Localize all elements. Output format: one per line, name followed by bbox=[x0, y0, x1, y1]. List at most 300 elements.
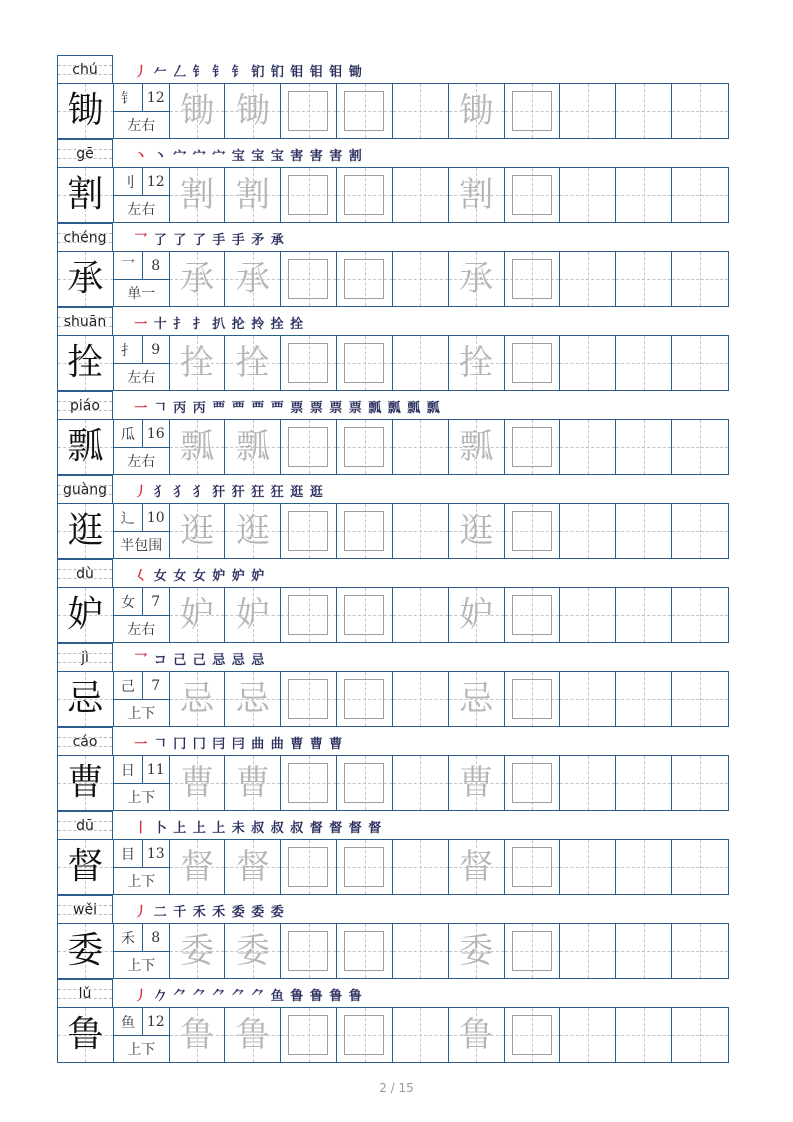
trace-cell[interactable] bbox=[225, 252, 281, 306]
inner-box bbox=[344, 679, 384, 719]
stroke-step: 扌 bbox=[173, 317, 187, 332]
trace-cell[interactable] bbox=[449, 840, 505, 894]
stroke-step: 犴 bbox=[212, 485, 226, 500]
stroke-step: 鲁 bbox=[329, 989, 343, 1004]
trace-cell[interactable] bbox=[170, 588, 226, 642]
empty-practice-cell[interactable] bbox=[672, 84, 728, 138]
stroke-step: 矛 bbox=[251, 233, 265, 248]
empty-practice-cell[interactable] bbox=[393, 756, 449, 810]
stroke-step: 督 bbox=[309, 821, 323, 836]
stroke-step: 宀 bbox=[212, 149, 226, 164]
stroke-count: 12 bbox=[146, 89, 165, 106]
trace-character: 拴 bbox=[235, 343, 270, 383]
stroke-step: 逛 bbox=[290, 485, 304, 500]
stroke-step: 忌 bbox=[212, 653, 226, 668]
empty-practice-cell[interactable] bbox=[616, 252, 672, 306]
pinyin-text: shuān bbox=[63, 313, 107, 330]
stroke-step: 曹 bbox=[329, 737, 343, 752]
trace-cell[interactable] bbox=[449, 924, 505, 978]
stroke-step: 上 bbox=[173, 821, 187, 836]
stroke-step: 妒 bbox=[231, 569, 245, 584]
radical: 目 bbox=[114, 840, 143, 867]
empty-practice-cell[interactable] bbox=[616, 840, 672, 894]
empty-practice-cell[interactable] bbox=[616, 336, 672, 390]
pinyin-text: piáo bbox=[70, 397, 100, 414]
trace-cell[interactable] bbox=[225, 840, 281, 894]
stroke-order bbox=[113, 475, 729, 503]
stroke-step: 鲁 bbox=[309, 989, 323, 1004]
boxed-practice-cell[interactable] bbox=[337, 756, 393, 810]
boxed-practice-cell[interactable] bbox=[281, 672, 337, 726]
main-character-cell bbox=[58, 672, 114, 726]
character-entry bbox=[57, 895, 729, 979]
structure: 上下 bbox=[127, 874, 156, 890]
inner-box bbox=[512, 931, 552, 971]
boxed-practice-cell[interactable] bbox=[337, 588, 393, 642]
stroke-step: 未 bbox=[231, 821, 245, 836]
stroke-step: 二 bbox=[153, 905, 167, 920]
character-entry bbox=[57, 643, 729, 727]
empty-practice-cell[interactable] bbox=[616, 588, 672, 642]
stroke-step: 冃 bbox=[231, 737, 245, 752]
trace-character: 委 bbox=[235, 931, 270, 971]
empty-practice-cell[interactable] bbox=[393, 1008, 449, 1062]
stroke-step: 鲁 bbox=[290, 989, 304, 1004]
stroke-count: 8 bbox=[151, 929, 161, 946]
trace-cell[interactable] bbox=[225, 168, 281, 222]
main-character: 委 bbox=[67, 930, 104, 971]
stroke-step: 狂 bbox=[251, 485, 265, 500]
boxed-practice-cell[interactable] bbox=[337, 420, 393, 474]
inner-box bbox=[512, 175, 552, 215]
trace-cell[interactable] bbox=[170, 252, 226, 306]
trace-cell[interactable] bbox=[449, 672, 505, 726]
empty-practice-cell[interactable] bbox=[393, 672, 449, 726]
stroke-step: 覀 bbox=[251, 401, 265, 416]
character-entry bbox=[57, 55, 729, 139]
empty-practice-cell[interactable] bbox=[560, 1008, 616, 1062]
pinyin-cell bbox=[57, 391, 113, 419]
boxed-practice-cell[interactable] bbox=[281, 756, 337, 810]
stroke-step: 𠃋 bbox=[173, 65, 187, 80]
empty-practice-cell[interactable] bbox=[560, 756, 616, 810]
stroke-step: 犭 bbox=[192, 485, 206, 500]
stroke-step: 曹 bbox=[290, 737, 304, 752]
stroke-order bbox=[113, 559, 729, 587]
trace-cell[interactable] bbox=[225, 420, 281, 474]
stroke-step: 丶 bbox=[153, 149, 167, 164]
stroke-step: 己 bbox=[173, 653, 187, 668]
inner-box bbox=[288, 343, 328, 383]
structure: 左右 bbox=[127, 454, 156, 470]
inner-box bbox=[344, 427, 384, 467]
practice-row bbox=[57, 83, 729, 139]
trace-character: 曹 bbox=[235, 763, 270, 803]
stroke-step: 曲 bbox=[251, 737, 265, 752]
pinyin-row bbox=[57, 979, 729, 1007]
trace-cell[interactable] bbox=[170, 168, 226, 222]
stroke-step: 上 bbox=[192, 821, 206, 836]
trace-character: 拴 bbox=[459, 343, 494, 383]
empty-practice-cell[interactable] bbox=[616, 84, 672, 138]
trace-character: 瓢 bbox=[180, 427, 215, 467]
boxed-practice-cell[interactable] bbox=[337, 840, 393, 894]
character-info bbox=[114, 756, 170, 810]
pinyin-row bbox=[57, 811, 729, 839]
empty-practice-cell[interactable] bbox=[672, 336, 728, 390]
boxed-practice-cell[interactable] bbox=[281, 924, 337, 978]
empty-practice-cell[interactable] bbox=[393, 252, 449, 306]
trace-cell[interactable] bbox=[449, 336, 505, 390]
pinyin-row bbox=[57, 391, 729, 419]
empty-practice-cell[interactable] bbox=[560, 420, 616, 474]
trace-cell[interactable] bbox=[225, 504, 281, 558]
inner-box bbox=[288, 847, 328, 887]
trace-cell[interactable] bbox=[225, 924, 281, 978]
stroke-step: 狂 bbox=[270, 485, 284, 500]
pinyin-text: dū bbox=[76, 817, 94, 834]
trace-character: 忌 bbox=[459, 679, 494, 719]
pinyin-cell bbox=[57, 223, 113, 251]
stroke-count: 16 bbox=[146, 425, 165, 442]
main-character: 忌 bbox=[67, 678, 104, 719]
stroke-step: 犴 bbox=[231, 485, 245, 500]
inner-box bbox=[512, 679, 552, 719]
pinyin-cell bbox=[57, 727, 113, 755]
boxed-practice-cell[interactable] bbox=[281, 840, 337, 894]
empty-practice-cell[interactable] bbox=[560, 924, 616, 978]
empty-practice-cell[interactable] bbox=[560, 252, 616, 306]
stroke-count: 13 bbox=[146, 845, 165, 862]
pinyin-cell bbox=[57, 559, 113, 587]
radical: 钅 bbox=[114, 84, 143, 111]
empty-practice-cell[interactable] bbox=[393, 504, 449, 558]
trace-character: 曹 bbox=[459, 763, 494, 803]
boxed-practice-cell[interactable] bbox=[281, 168, 337, 222]
inner-box bbox=[288, 763, 328, 803]
empty-practice-cell[interactable] bbox=[672, 420, 728, 474]
trace-character: 割 bbox=[180, 175, 215, 215]
pinyin-text: chú bbox=[72, 61, 98, 78]
trace-cell[interactable] bbox=[225, 336, 281, 390]
boxed-practice-cell[interactable] bbox=[337, 252, 393, 306]
stroke-step: 钅 bbox=[212, 65, 226, 80]
trace-cell[interactable] bbox=[449, 1008, 505, 1062]
boxed-practice-cell[interactable] bbox=[337, 504, 393, 558]
stroke-step: 丿 bbox=[134, 65, 148, 80]
stroke-order bbox=[113, 727, 729, 755]
character-entry bbox=[57, 727, 729, 811]
main-character-cell bbox=[58, 588, 114, 642]
empty-practice-cell[interactable] bbox=[672, 924, 728, 978]
stroke-step: 女 bbox=[192, 569, 206, 584]
empty-practice-cell[interactable] bbox=[672, 504, 728, 558]
empty-practice-cell[interactable] bbox=[560, 672, 616, 726]
stroke-step: 钅 bbox=[231, 65, 245, 80]
trace-character: 忌 bbox=[180, 679, 215, 719]
stroke-step: 宝 bbox=[251, 149, 265, 164]
inner-box bbox=[512, 259, 552, 299]
trace-cell[interactable] bbox=[449, 420, 505, 474]
practice-row bbox=[57, 587, 729, 643]
empty-practice-cell[interactable] bbox=[560, 84, 616, 138]
stroke-step: 上 bbox=[212, 821, 226, 836]
stroke-step: 𠃍 bbox=[153, 401, 167, 416]
stroke-step: 𠂊 bbox=[153, 989, 167, 1004]
stroke-step: ⺈ bbox=[251, 989, 265, 1004]
main-character: 逛 bbox=[67, 510, 104, 551]
stroke-order bbox=[113, 643, 729, 671]
stroke-step: 承 bbox=[270, 233, 284, 248]
trace-character: 鲁 bbox=[180, 1015, 215, 1055]
empty-practice-cell[interactable] bbox=[616, 420, 672, 474]
boxed-practice-cell[interactable] bbox=[505, 504, 561, 558]
trace-cell[interactable] bbox=[170, 672, 226, 726]
trace-cell[interactable] bbox=[225, 672, 281, 726]
trace-cell[interactable] bbox=[449, 84, 505, 138]
boxed-practice-cell[interactable] bbox=[505, 1008, 561, 1062]
trace-cell[interactable] bbox=[449, 252, 505, 306]
trace-character: 督 bbox=[180, 847, 215, 887]
stroke-order bbox=[113, 223, 729, 251]
page-indicator: 2 / 15 bbox=[379, 1081, 414, 1095]
trace-character: 妒 bbox=[235, 595, 270, 635]
boxed-practice-cell[interactable] bbox=[505, 420, 561, 474]
inner-box bbox=[512, 91, 552, 131]
empty-practice-cell[interactable] bbox=[560, 168, 616, 222]
empty-practice-cell[interactable] bbox=[393, 924, 449, 978]
stroke-step: 钼 bbox=[290, 65, 304, 80]
empty-practice-cell[interactable] bbox=[672, 672, 728, 726]
stroke-step: 𡿨 bbox=[134, 569, 148, 584]
main-character-cell bbox=[58, 1008, 114, 1062]
stroke-step: 冂 bbox=[173, 737, 187, 752]
stroke-step: コ bbox=[153, 653, 167, 668]
boxed-practice-cell[interactable] bbox=[505, 336, 561, 390]
stroke-step: 妒 bbox=[251, 569, 265, 584]
boxed-practice-cell[interactable] bbox=[337, 168, 393, 222]
empty-practice-cell[interactable] bbox=[393, 84, 449, 138]
stroke-count: 11 bbox=[146, 761, 165, 778]
empty-practice-cell[interactable] bbox=[672, 588, 728, 642]
structure: 左右 bbox=[127, 370, 156, 386]
radical: 辶 bbox=[114, 504, 143, 531]
character-info bbox=[114, 672, 170, 726]
boxed-practice-cell[interactable] bbox=[281, 420, 337, 474]
trace-cell[interactable] bbox=[170, 756, 226, 810]
inner-box bbox=[344, 1015, 384, 1055]
boxed-practice-cell[interactable] bbox=[337, 84, 393, 138]
character-entry bbox=[57, 811, 729, 895]
boxed-practice-cell[interactable] bbox=[505, 84, 561, 138]
empty-practice-cell[interactable] bbox=[616, 672, 672, 726]
empty-practice-cell[interactable] bbox=[672, 168, 728, 222]
main-character: 督 bbox=[67, 846, 104, 887]
boxed-practice-cell[interactable] bbox=[505, 252, 561, 306]
stroke-step: 瓢 bbox=[407, 401, 421, 416]
stroke-step: 钔 bbox=[251, 65, 265, 80]
boxed-practice-cell[interactable] bbox=[505, 756, 561, 810]
trace-cell[interactable] bbox=[170, 924, 226, 978]
inner-box bbox=[344, 259, 384, 299]
stroke-step: 宝 bbox=[270, 149, 284, 164]
trace-cell[interactable] bbox=[170, 420, 226, 474]
stroke-step: 钼 bbox=[309, 65, 323, 80]
boxed-practice-cell[interactable] bbox=[505, 168, 561, 222]
stroke-step: 委 bbox=[270, 905, 284, 920]
radical: 女 bbox=[114, 588, 143, 615]
character-info bbox=[114, 336, 170, 390]
stroke-step: ⺈ bbox=[231, 989, 245, 1004]
trace-cell[interactable] bbox=[225, 588, 281, 642]
character-entry bbox=[57, 307, 729, 391]
practice-row bbox=[57, 839, 729, 895]
stroke-step: 宝 bbox=[231, 149, 245, 164]
stroke-step: 扌 bbox=[192, 317, 206, 332]
boxed-practice-cell[interactable] bbox=[505, 924, 561, 978]
empty-practice-cell[interactable] bbox=[393, 336, 449, 390]
stroke-step: 犭 bbox=[153, 485, 167, 500]
trace-character: 督 bbox=[459, 847, 494, 887]
boxed-practice-cell[interactable] bbox=[337, 336, 393, 390]
stroke-step: 覀 bbox=[270, 401, 284, 416]
stroke-step: 禾 bbox=[212, 905, 226, 920]
pinyin-row bbox=[57, 139, 729, 167]
boxed-practice-cell[interactable] bbox=[281, 1008, 337, 1062]
stroke-order bbox=[113, 811, 729, 839]
boxed-practice-cell[interactable] bbox=[337, 1008, 393, 1062]
boxed-practice-cell[interactable] bbox=[281, 252, 337, 306]
practice-row bbox=[57, 923, 729, 979]
empty-practice-cell[interactable] bbox=[560, 840, 616, 894]
stroke-step: 钅 bbox=[192, 65, 206, 80]
structure: 单一 bbox=[127, 286, 156, 302]
empty-practice-cell[interactable] bbox=[393, 588, 449, 642]
trace-cell[interactable] bbox=[449, 504, 505, 558]
stroke-step: 抡 bbox=[231, 317, 245, 332]
trace-cell[interactable] bbox=[449, 168, 505, 222]
stroke-step: 乛 bbox=[134, 233, 148, 248]
character-info bbox=[114, 504, 170, 558]
boxed-practice-cell[interactable] bbox=[281, 504, 337, 558]
trace-character: 鲁 bbox=[235, 1015, 270, 1055]
boxed-practice-cell[interactable] bbox=[505, 672, 561, 726]
stroke-step: 十 bbox=[153, 317, 167, 332]
inner-box bbox=[344, 595, 384, 635]
empty-practice-cell[interactable] bbox=[560, 336, 616, 390]
main-character: 拴 bbox=[67, 342, 104, 383]
trace-cell[interactable] bbox=[170, 840, 226, 894]
pinyin-cell bbox=[57, 307, 113, 335]
radical: 刂 bbox=[114, 168, 143, 195]
stroke-step: 委 bbox=[251, 905, 265, 920]
trace-cell[interactable] bbox=[225, 1008, 281, 1062]
radical: 扌 bbox=[114, 336, 143, 363]
boxed-practice-cell[interactable] bbox=[281, 336, 337, 390]
inner-box bbox=[288, 1015, 328, 1055]
trace-character: 承 bbox=[459, 259, 494, 299]
character-info bbox=[114, 84, 170, 138]
empty-practice-cell[interactable] bbox=[616, 1008, 672, 1062]
stroke-count: 9 bbox=[151, 341, 161, 358]
inner-box bbox=[288, 91, 328, 131]
trace-cell[interactable] bbox=[170, 504, 226, 558]
trace-cell[interactable] bbox=[449, 588, 505, 642]
boxed-practice-cell[interactable] bbox=[337, 672, 393, 726]
stroke-order bbox=[113, 895, 729, 923]
structure: 上下 bbox=[127, 1042, 156, 1058]
empty-practice-cell[interactable] bbox=[393, 420, 449, 474]
empty-practice-cell[interactable] bbox=[672, 756, 728, 810]
empty-practice-cell[interactable] bbox=[560, 504, 616, 558]
character-entry bbox=[57, 559, 729, 643]
empty-practice-cell[interactable] bbox=[616, 924, 672, 978]
trace-character: 妒 bbox=[459, 595, 494, 635]
empty-practice-cell[interactable] bbox=[616, 756, 672, 810]
main-character-cell bbox=[58, 84, 114, 138]
stroke-step: 曹 bbox=[309, 737, 323, 752]
stroke-step: 叔 bbox=[290, 821, 304, 836]
boxed-practice-cell[interactable] bbox=[281, 588, 337, 642]
pinyin-row bbox=[57, 559, 729, 587]
inner-box bbox=[344, 931, 384, 971]
character-info bbox=[114, 252, 170, 306]
stroke-count: 12 bbox=[146, 1013, 165, 1030]
main-character: 承 bbox=[67, 258, 104, 299]
radical: 瓜 bbox=[114, 420, 143, 447]
empty-practice-cell[interactable] bbox=[393, 840, 449, 894]
boxed-practice-cell[interactable] bbox=[337, 924, 393, 978]
stroke-step: 冃 bbox=[212, 737, 226, 752]
boxed-practice-cell[interactable] bbox=[505, 840, 561, 894]
empty-practice-cell[interactable] bbox=[672, 1008, 728, 1062]
trace-character: 瓢 bbox=[459, 427, 494, 467]
empty-practice-cell[interactable] bbox=[672, 840, 728, 894]
empty-practice-cell[interactable] bbox=[616, 168, 672, 222]
trace-cell[interactable] bbox=[225, 84, 281, 138]
stroke-step: 督 bbox=[329, 821, 343, 836]
trace-cell[interactable] bbox=[170, 84, 226, 138]
trace-cell[interactable] bbox=[449, 756, 505, 810]
empty-practice-cell[interactable] bbox=[672, 252, 728, 306]
boxed-practice-cell[interactable] bbox=[505, 588, 561, 642]
stroke-step: 忌 bbox=[251, 653, 265, 668]
stroke-step: 拴 bbox=[290, 317, 304, 332]
practice-row bbox=[57, 755, 729, 811]
trace-cell[interactable] bbox=[225, 756, 281, 810]
structure: 左右 bbox=[127, 622, 156, 638]
empty-practice-cell[interactable] bbox=[393, 168, 449, 222]
stroke-step: 督 bbox=[348, 821, 362, 836]
stroke-step: 己 bbox=[192, 653, 206, 668]
inner-box bbox=[344, 343, 384, 383]
stroke-step: 丿 bbox=[134, 905, 148, 920]
stroke-count: 7 bbox=[151, 593, 161, 610]
stroke-step: 丿 bbox=[134, 485, 148, 500]
inner-box bbox=[512, 1015, 552, 1055]
stroke-step: ⺈ bbox=[192, 989, 206, 1004]
trace-cell[interactable] bbox=[170, 1008, 226, 1062]
empty-practice-cell[interactable] bbox=[560, 588, 616, 642]
inner-box bbox=[288, 259, 328, 299]
pinyin-cell bbox=[57, 979, 113, 1007]
stroke-step: 锄 bbox=[348, 65, 362, 80]
stroke-step: 钔 bbox=[270, 65, 284, 80]
trace-cell[interactable] bbox=[170, 336, 226, 390]
empty-practice-cell[interactable] bbox=[616, 504, 672, 558]
boxed-practice-cell[interactable] bbox=[281, 84, 337, 138]
main-character: 曹 bbox=[67, 762, 104, 803]
